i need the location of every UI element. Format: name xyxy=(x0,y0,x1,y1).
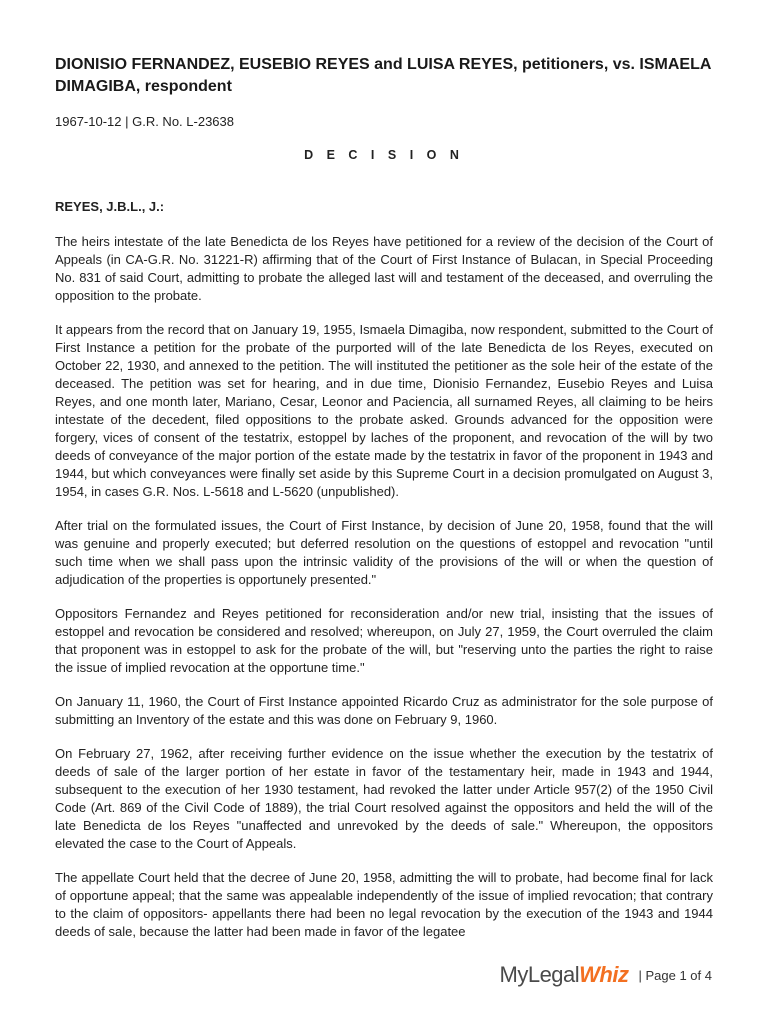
case-title: DIONISIO FERNANDEZ, EUSEBIO REYES and LUISA REYES, petitioners, vs. ISMAELA DIMAGIBA, respondent xyxy=(55,56,711,95)
logo-legal: Legal xyxy=(527,962,580,987)
page-footer xyxy=(500,962,713,988)
logo-whiz: Whiz xyxy=(579,962,629,987)
paragraph: Oppositors Fernandez and Reyes petitioned for reconsideration and/or new trial, insisting that the issues of estoppel and revocation be considered and resolved; whereupon, on July 27, 1959, the Court overruled the claim that proponent was in estoppel to ask for the probate of the will, but "reserving unto the parties the right to raise the issue of implied revocation at the opportune time." xyxy=(55,606,713,675)
paragraph: After trial on the formulated issues, the Court of First Instance, by decision of June 20, 1958, found that the will was genuine and properly executed; but deferred resolution on the questions of estoppel and revocation "until such time when we shall pass upon the intrinsic validity of the provisions of the will or when the question of adjudication of the properties is opportunely presented." xyxy=(55,518,713,587)
paragraph: The appellate Court held that the decree of June 20, 1958, admitting the will to probate, had become final for lack of opportune appeal; that the same was appealable independently of the issue of implied revocation; that contrary to the claim of oppositors- appellants there had been no legal revocation by the execution of the 1943 and 1944 deeds of sale, because the latter had been made in favor of the legatee xyxy=(55,870,713,939)
paragraph: On February 27, 1962, after receiving further evidence on the issue whether the execution by the testatrix of deeds of sale of the larger portion of her estate in favor of the testamentary heir, made in 1943 and 1944, subsequent to the execution of her 1930 testament, had revoked the latter under Article 957(2) of the 1950 Civil Code (Art. 869 of the Civil Code of 1889), the trial Court resolved against the oppositors and held the will of the late Benedicta de los Reyes "unaffected and unrevoked by the deeds of sale." Whereupon, the oppositors elevated the case to the Court of Appeals. xyxy=(55,746,713,851)
mylegalwhiz-logo xyxy=(500,962,629,988)
page-number: | Page 1 of 4 xyxy=(638,967,712,983)
decision-heading: D E C I S I O N xyxy=(304,148,464,162)
paragraph: The heirs intestate of the late Benedicta de los Reyes have petitioned for a review of the decision of the Court of Appeals (in CA-G.R. No. 31221-R) affirming that of the Court of First Instance of Bulacan, in Special Proceeding No. 831 of said Court, admitting to probate the alleged last will and testament of the deceased, and overruling the opposition to the probate. xyxy=(55,234,713,303)
document-page xyxy=(55,54,713,941)
case-meta: 1967-10-12 | G.R. No. L-23638 xyxy=(55,114,234,129)
logo-my: My xyxy=(499,962,528,987)
paragraph: It appears from the record that on January 19, 1955, Ismaela Dimagiba, now respondent, submitted to the Court of First Instance a petition for the probate of the purported will of the late Benedicta de los Reyes, executed on October 22, 1930, and annexed to the petition. The will instituted the petitioner as the sole heir of the estate of the deceased. The petition was set for hearing, and in due time, Dionisio Fernandez, Eusebio Reyes and Luisa Reyes, and one month later, Mariano, Cesar, Leonor and Paciencia, all surnamed Reyes, all claiming to be heirs intestate of the decedent, filed oppositions to the probate asked. Grounds advanced for the opposition were forgery, vices of consent of the testatrix, estoppel by laches of the proponent, and revocation of the will by two deeds of conveyance of the major portion of the estate made by the testatrix in favor of the proponent in 1943 and 1944, but which conveyances were finally set aside by this Supreme Court in a decision promulgated on August 3, 1954, in cases G.R. Nos. L-5618 and L-5620 (unpublished). xyxy=(55,322,713,499)
paragraph: On January 11, 1960, the Court of First Instance appointed Ricardo Cruz as administrator for the sole purpose of submitting an Inventory of the estate and this was done on February 9, 1960. xyxy=(55,694,713,727)
ponente: REYES, J.B.L., J.: xyxy=(55,199,165,214)
